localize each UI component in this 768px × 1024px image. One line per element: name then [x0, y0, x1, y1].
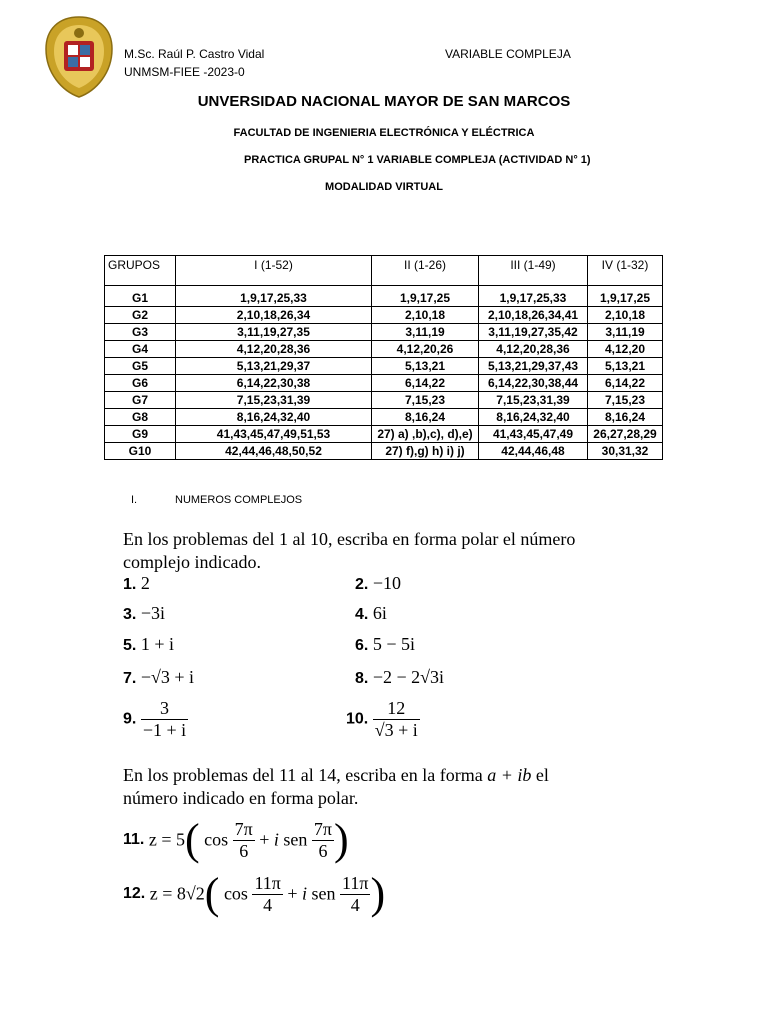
university-title: UNVERSIDAD NACIONAL MAYOR DE SAN MARCOS	[197, 93, 571, 110]
problem-3	[123, 603, 165, 624]
problem-list-cell: 4,12,20,26	[372, 341, 479, 358]
angle-fraction	[312, 819, 334, 862]
table-row	[105, 286, 663, 307]
angle-denominator: 4	[252, 894, 282, 916]
problem-9	[123, 698, 188, 741]
table-header-row	[105, 256, 663, 286]
problem-list-cell: 7,15,23,31,39	[176, 392, 372, 409]
angle-numerator: 7π	[313, 818, 333, 839]
sen-word: sen	[283, 829, 308, 850]
problem-lhs: z = 5	[148, 829, 185, 850]
fraction-numerator: 12	[387, 698, 406, 718]
angle-numerator: 11π	[254, 872, 281, 893]
problem-list-cell: 2,10,18,26,34,41	[479, 307, 588, 324]
group-label-cell: G6	[105, 375, 176, 392]
instruction-rectangular-form	[123, 764, 603, 810]
problem-number: 1.	[123, 576, 137, 593]
section-number: I.	[131, 494, 138, 506]
angle-fraction	[340, 873, 370, 916]
problem-2	[355, 573, 401, 594]
problem-4	[355, 603, 387, 624]
problem-expression: −√3 + i	[140, 667, 195, 687]
problem-list-cell: 3,11,19	[588, 324, 663, 341]
problem-number: 5.	[123, 637, 137, 654]
problem-list-cell: 7,15,23	[372, 392, 479, 409]
table-row	[105, 341, 663, 358]
problem-list-cell: 6,14,22,30,38,44	[479, 375, 588, 392]
fraction	[141, 698, 188, 741]
problem-list-cell: 3,11,19,27,35,42	[479, 324, 588, 341]
problem-list-cell: 3,11,19,27,35	[176, 324, 372, 341]
university-seal-logo	[44, 15, 114, 99]
fraction-denominator: −1 + i	[142, 720, 187, 740]
problem-10	[346, 698, 420, 741]
header-section-iv: IV (1-32)	[588, 256, 663, 286]
problem-expression: −10	[372, 573, 401, 593]
problem-list-cell: 8,16,24	[372, 409, 479, 426]
table-row	[105, 358, 663, 375]
problem-list-cell: 1,9,17,25	[588, 286, 663, 307]
problem-12	[123, 869, 386, 918]
table-row	[105, 426, 663, 443]
problem-list-cell: 27) a) ,b),c), d),e)	[372, 426, 479, 443]
modality-title: MODALIDAD VIRTUAL	[325, 181, 443, 193]
problem-number: 11.	[123, 831, 145, 849]
group-label-cell: G5	[105, 358, 176, 375]
problem-list-cell: 1,9,17,25	[372, 286, 479, 307]
problem-list-cell: 6,14,22,30,38	[176, 375, 372, 392]
problem-list-cell: 2,10,18	[588, 307, 663, 324]
group-label-cell: G10	[105, 443, 176, 460]
problem-list-cell: 6,14,22	[372, 375, 479, 392]
problem-list-cell: 26,27,28,29	[588, 426, 663, 443]
open-paren: (	[204, 869, 220, 918]
open-paren: (	[185, 815, 200, 864]
close-paren: )	[334, 815, 349, 864]
table-row	[105, 409, 663, 426]
problem-expression: 6i	[372, 603, 387, 623]
problem-list-cell: 7,15,23	[588, 392, 663, 409]
header-section-i: I (1-52)	[176, 256, 372, 286]
angle-fraction	[252, 873, 282, 916]
problem-list-cell: 4,12,20	[588, 341, 663, 358]
instruction-part-b: el número indicado en forma polar.	[123, 765, 549, 808]
problem-list-cell: 42,44,46,48,50,52	[176, 443, 372, 460]
plus-i: + i	[287, 883, 308, 904]
problem-list-cell: 2,10,18,26,34	[176, 307, 372, 324]
practice-title: PRACTICA GRUPAL N° 1 VARIABLE COMPLEJA (ACTIVIDAD N° 1)	[244, 154, 591, 166]
problem-7	[123, 667, 194, 688]
problem-number: 2.	[355, 576, 369, 593]
problem-list-cell: 27) f),g) h) i) j)	[372, 443, 479, 460]
angle-denominator: 6	[312, 840, 334, 862]
problem-number: 9.	[123, 710, 137, 728]
angle-fraction	[233, 819, 255, 862]
sen-word: sen	[311, 883, 336, 904]
header-grupos: GRUPOS	[105, 256, 176, 286]
problem-number: 6.	[355, 637, 369, 654]
problem-list-cell: 5,13,21,29,37,43	[479, 358, 588, 375]
fraction	[373, 698, 420, 741]
angle-numerator: 7π	[234, 818, 253, 839]
problem-8	[355, 667, 444, 688]
problem-list-cell: 3,11,19	[372, 324, 479, 341]
problem-number: 3.	[123, 606, 137, 623]
problem-number: 7.	[123, 670, 137, 687]
problem-1	[123, 573, 150, 594]
problem-list-cell: 8,16,24	[588, 409, 663, 426]
header-section-ii: II (1-26)	[372, 256, 479, 286]
table-row	[105, 324, 663, 341]
problem-number: 10.	[346, 710, 369, 728]
fraction-denominator: √3 + i	[374, 720, 418, 740]
group-label-cell: G4	[105, 341, 176, 358]
cos-word: cos	[204, 829, 229, 850]
header-section-iii: III (1-49)	[479, 256, 588, 286]
problem-6	[355, 634, 415, 655]
problem-expression: −3i	[140, 603, 165, 623]
problem-list-cell: 1,9,17,25,33	[176, 286, 372, 307]
course-name: VARIABLE COMPLEJA	[445, 47, 571, 61]
problem-list-cell: 5,13,21,29,37	[176, 358, 372, 375]
problem-11	[123, 815, 349, 864]
table-row	[105, 443, 663, 460]
problem-list-cell: 7,15,23,31,39	[479, 392, 588, 409]
problem-list-cell: 30,31,32	[588, 443, 663, 460]
problem-number: 4.	[355, 606, 369, 623]
group-label-cell: G3	[105, 324, 176, 341]
problem-list-cell: 4,12,20,28,36	[479, 341, 588, 358]
author-name: M.Sc. Raúl P. Castro Vidal	[124, 47, 265, 61]
group-label-cell: G2	[105, 307, 176, 324]
angle-numerator: 11π	[342, 872, 369, 893]
problem-list-cell: 5,13,21	[372, 358, 479, 375]
problem-expression: −2 − 2√3i	[372, 667, 445, 687]
faculty-title: FACULTAD DE INGENIERIA ELECTRÓNICA Y ELÉCTRICA	[233, 127, 535, 139]
group-label-cell: G7	[105, 392, 176, 409]
table-row	[105, 392, 663, 409]
problem-list-cell: 2,10,18	[372, 307, 479, 324]
problem-number: 12.	[123, 885, 146, 903]
table-row	[105, 307, 663, 324]
instruction-part-a: En los problemas del 11 al 14, escriba en la forma	[123, 765, 483, 785]
group-label-cell: G9	[105, 426, 176, 443]
groups-assignment-table	[104, 255, 663, 460]
problem-list-cell: 8,16,24,32,40	[176, 409, 372, 426]
problem-list-cell: 8,16,24,32,40	[479, 409, 588, 426]
problem-list-cell: 4,12,20,28,36	[176, 341, 372, 358]
problem-list-cell: 6,14,22	[588, 375, 663, 392]
angle-denominator: 4	[340, 894, 370, 916]
group-label-cell: G1	[105, 286, 176, 307]
fraction-numerator: 3	[160, 698, 169, 718]
problem-list-cell: 42,44,46,48	[479, 443, 588, 460]
table-row	[105, 375, 663, 392]
section-title: NUMEROS COMPLEJOS	[175, 494, 303, 506]
plus-i: + i	[259, 829, 279, 850]
problem-expression: 5 − 5i	[372, 634, 415, 654]
institution-code: UNMSM-FIEE -2023-0	[124, 65, 245, 79]
problem-5	[123, 634, 174, 655]
problem-list-cell: 41,43,45,47,49,51,53	[176, 426, 372, 443]
cos-word: cos	[223, 883, 248, 904]
problem-number: 8.	[355, 670, 369, 687]
problem-list-cell: 41,43,45,47,49	[479, 426, 588, 443]
problem-expression: 1 + i	[140, 634, 174, 654]
group-label-cell: G8	[105, 409, 176, 426]
problem-list-cell: 5,13,21	[588, 358, 663, 375]
problem-expression: 2	[140, 573, 150, 593]
problem-lhs: z = 8√2	[149, 883, 205, 904]
close-paren: )	[370, 869, 386, 918]
angle-denominator: 6	[233, 840, 255, 862]
problem-list-cell: 1,9,17,25,33	[479, 286, 588, 307]
instruction-polar-form: En los problemas del 1 al 10, escriba en forma polar el número complejo indicado.	[123, 529, 576, 572]
a-plus-ib: a + ib	[487, 765, 532, 785]
